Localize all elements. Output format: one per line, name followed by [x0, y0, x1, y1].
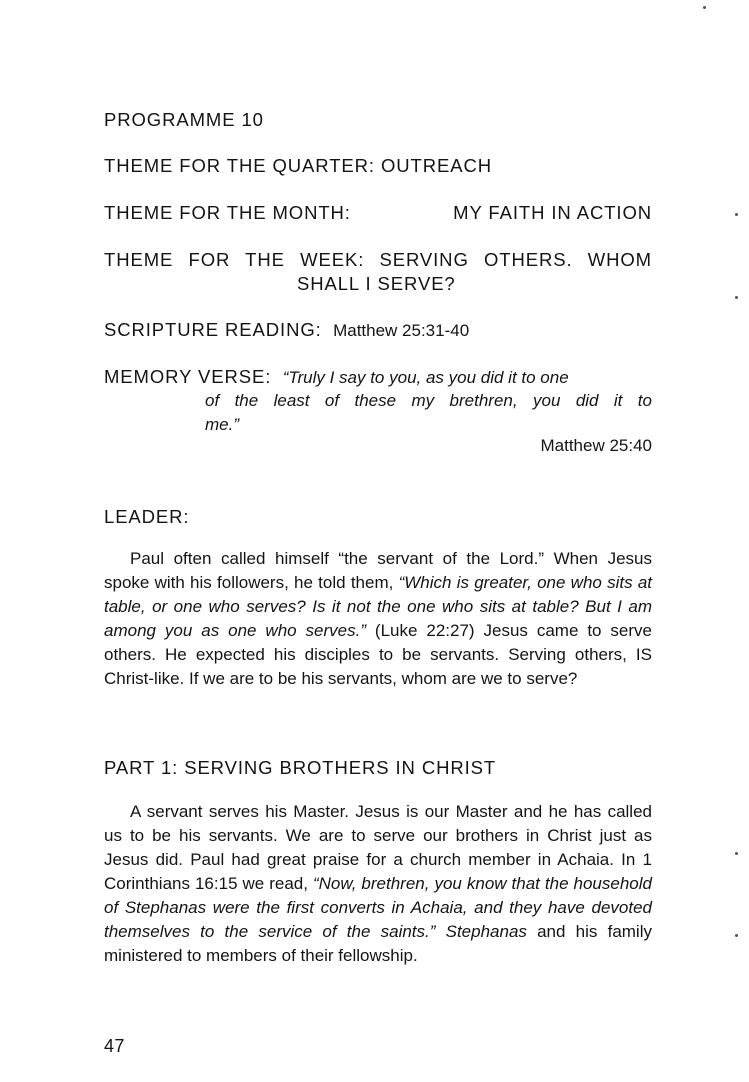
leader-text-start: Paul often called himself “the servant of the Lord.” When Jesus spoke with his followers, he told them,	[104, 549, 652, 592]
part1-text-end: and his family ministered to members of their fellowship.	[104, 922, 652, 965]
theme-month	[104, 201, 652, 225]
scan-speck	[735, 296, 738, 299]
memory-verse-label: MEMORY VERSE:	[104, 366, 272, 387]
part1-heading: PART 1: SERVING BROTHERS IN CHRIST	[104, 757, 497, 778]
scripture-reading	[104, 318, 652, 343]
memory-verse	[104, 365, 652, 390]
scan-speck	[735, 934, 738, 937]
theme-month-value: MY FAITH IN ACTION	[453, 202, 652, 223]
leader-paragraph	[104, 547, 652, 691]
leader-text-end: (Luke 22:27) Jesus came to serve others. He expected his disciples to be servants. Serving others, IS Christ-like. If we are to be his servants, whom are we to serve?	[104, 621, 652, 688]
leader-heading: LEADER:	[104, 506, 190, 527]
theme-week-line1: THEME FOR THE WEEK: SERVING OTHERS. WHOM	[104, 249, 652, 270]
theme-week-line2: SHALL I SERVE?	[297, 273, 456, 294]
scripture-label: SCRIPTURE READING:	[104, 319, 322, 340]
memory-verse-line3: me.”	[205, 415, 239, 434]
page-number: 47	[104, 1036, 125, 1056]
memory-verse-reference: Matthew 25:40	[540, 436, 652, 455]
scan-speck	[703, 6, 706, 9]
programme-heading: PROGRAMME 10	[104, 109, 264, 130]
scan-speck	[735, 852, 738, 855]
part1-paragraph	[104, 800, 652, 968]
leader-quote: “Which is greater, one who sits at table, or one who serves? Is it not the one who sits at table? But I am among you as one who serves.”	[104, 573, 652, 640]
scripture-value: Matthew 25:31-40	[333, 321, 470, 340]
scan-speck	[735, 213, 738, 216]
part1-quote: “Now, brethren, you know that the household of Stephanas were the first converts in Achaia, and they have devoted themselves to the service of the saints.” Stephanas	[104, 874, 652, 941]
theme-month-label: THEME FOR THE MONTH:	[104, 202, 351, 223]
memory-verse-line1: “Truly I say to you, as you did it to one	[282, 368, 569, 387]
memory-verse-line2: of the least of these my brethren, you did it to	[205, 391, 652, 410]
part1-text-start: A servant serves his Master. Jesus is our Master and he has called us to be his servants. We are to serve our brothers in Christ just as Jesus did. Paul had great praise for a church member in Achaia. In 1 Corinthians 16:15 we read,	[104, 802, 652, 893]
theme-quarter: THEME FOR THE QUARTER: OUTREACH	[104, 155, 492, 176]
